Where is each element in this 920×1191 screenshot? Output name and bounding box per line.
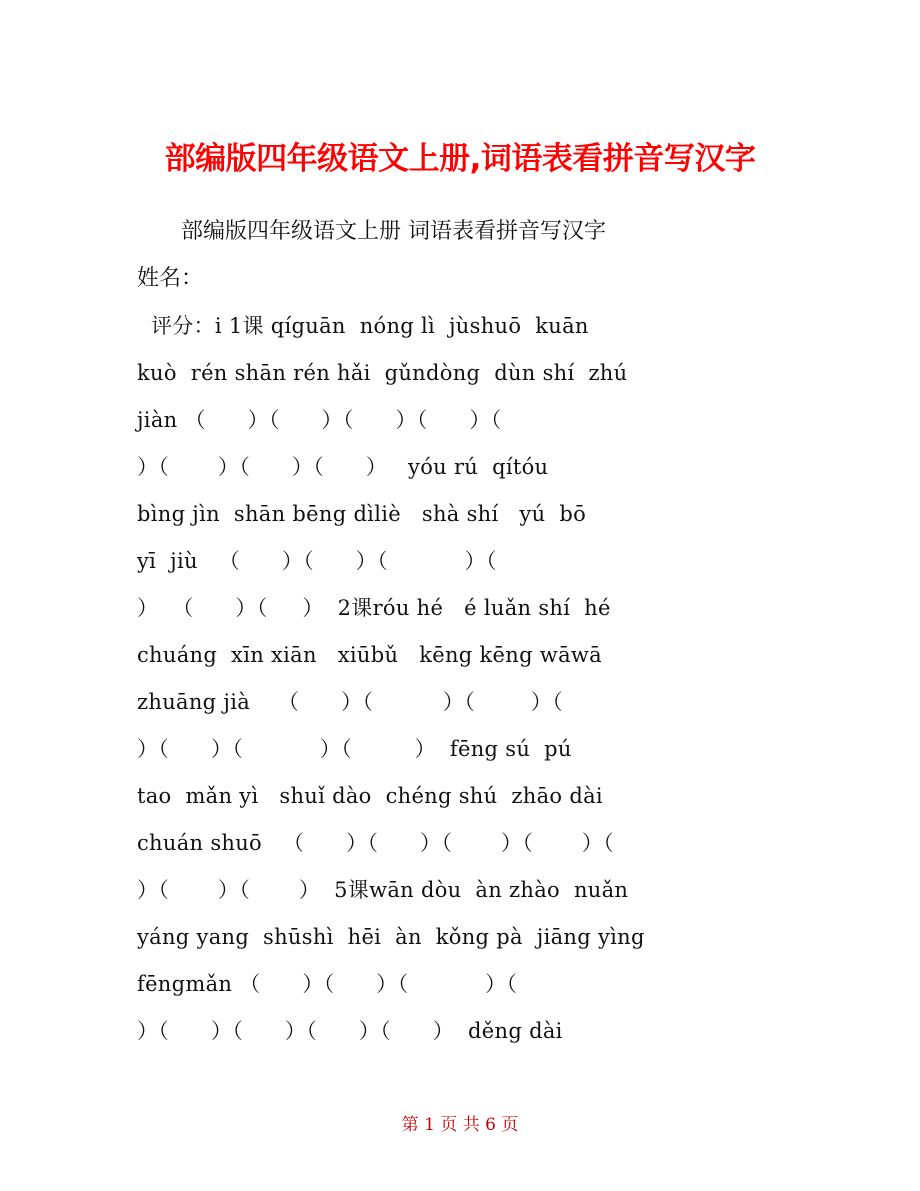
- body-line-10: ）（ ）（ ）（ ） fēng sú pú: [137, 737, 572, 761]
- body-line-1: 评分：i 1课 qíguān nóng lì jùshuō kuān: [137, 314, 589, 338]
- body-line-5: bìng jìn shān bēng dìliè shà shí yú bō: [137, 502, 587, 526]
- body-line-14: yáng yang shūshì hēi àn kǒng pà jiāng yìng: [137, 925, 645, 949]
- body-line-9: zhuāng jià （ ）（ ）（ ）（: [137, 690, 563, 714]
- body-line-13: ）（ ）（ ） 5课wān dòu àn zhào nuǎn: [137, 878, 629, 902]
- body-line-3: jiàn （ ）（ ）（ ）（ ）（: [137, 408, 502, 432]
- page-title: 部编版四年级语文上册,词语表看拼音写汉字: [164, 140, 756, 177]
- body-line-8: chuáng xīn xiān xiūbǔ kēng kēng wāwā: [137, 643, 602, 667]
- body-line-11: tao mǎn yì shuǐ dào chéng shú zhāo dài: [137, 784, 603, 808]
- body-line-7: ） （ ）（ ） 2课róu hé é luǎn shí hé: [137, 596, 611, 620]
- document-subtitle: 部编版四年级语文上册 词语表看拼音写汉字: [181, 219, 606, 244]
- name-field-label: 姓名：: [137, 266, 204, 291]
- body-line-12: chuán shuō （ ）（ ）（ ）（ ）（: [137, 831, 614, 855]
- body-line-6: yī jiù （ ）（ ）（ ）（: [137, 549, 497, 573]
- body-line-4: ）（ ）（ ）（ ） yóu rú qítóu: [137, 455, 549, 479]
- body-line-15: fēngmǎn （ ）（ ）（ ）（: [137, 972, 518, 996]
- page-footer: 第 1 页 共 6 页: [401, 1115, 519, 1135]
- body-line-16: ）（ ）（ ）（ ）（ ） děng dài: [137, 1019, 563, 1043]
- body-line-2: kuò rén shān rén hǎi gǔndòng dùn shí zhú: [137, 361, 628, 385]
